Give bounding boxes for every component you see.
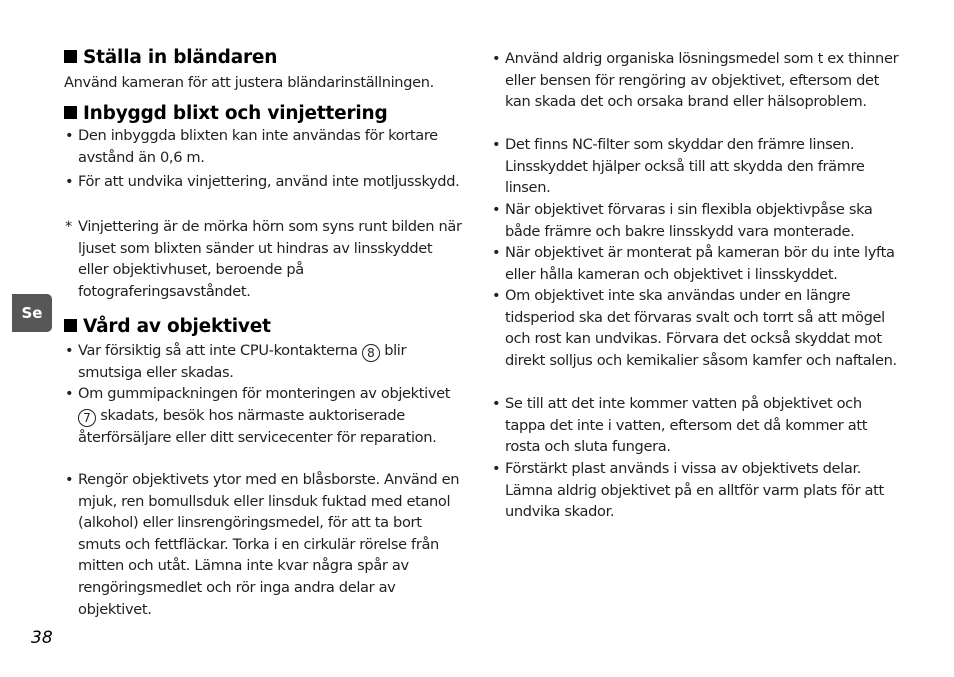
footnote-item: * Vinjettering är de mörka hörn som syns runt bilden när ljuset som blixten sänder ut hindras av linsskyddet eller objektivhuset, beroende på fotograferingsavståndet. — [65, 218, 462, 300]
list-item: • Förstärkt plast används i vissa av objektivets delar. Lämna aldrig objektivet på en alltför varm plats för att undvika skador. — [492, 460, 884, 521]
section-heading-aperture: Ställa in bländaren — [64, 47, 277, 68]
language-tab: Se — [12, 294, 52, 332]
heading-square-icon — [64, 106, 77, 119]
section-heading-flash: Inbyggd blixt och vinjettering — [64, 103, 388, 124]
aperture-text: Använd kameran för att justera bländarinställningen. — [64, 74, 434, 91]
list-item: • När objektivet förvaras i sin flexibla objektivpåse ska både främre och bakre linsskydd vara monterade. — [492, 201, 873, 240]
list-item: • Om gummipackningen för monteringen av objektivet 7 skadats, besök hos närmaste auktoriserade återförsäljare eller ditt servicecenter för reparation. — [65, 385, 451, 446]
list-item: • För att undvika vinjettering, använd inte motljusskydd. — [65, 173, 460, 190]
list-item: • Det finns NC-filter som skyddar den främre linsen. Linsskyddet hjälper också till att skydda den främre linsen. — [492, 136, 865, 197]
reference-number-8: 8 — [362, 344, 380, 362]
list-item: • Se till att det inte kommer vatten på objektivet och tappa det inte i vatten, eftersom det då kommer att rosta och sluta fungera. — [492, 395, 868, 456]
heading-square-icon — [64, 319, 77, 332]
list-item: • Var försiktig så att inte CPU-kontakterna 8 blir smutsiga eller skadas. — [65, 342, 407, 381]
list-item: • Rengör objektivets ytor med en blåsborste. Använd en mjuk, ren bomullsduk eller linsduk fuktad med etanol (alkohol) eller linsrengöringsmedel, för att ta bort smuts och fettfläckar. Torka i en cirkulär rörelse från mitten och utåt. Lämna inte kvar några spår av rengöringsmedlet och rör inga andra delar av objektivet. — [65, 471, 460, 618]
section-heading-care: Vård av objektivet — [64, 316, 271, 337]
page-number: 38 — [31, 628, 53, 648]
list-item: • Den inbyggda blixten kan inte användas för kortare avstånd än 0,6 m. — [65, 127, 438, 166]
list-item: • Om objektivet inte ska användas under en längre tidsperiod ska det förvaras svalt och torrt så att mögel och rost kan undvikas. Förvara det också skyddat mot direkt solljus och kemikalier såsom kamfer och naftalen. — [492, 287, 897, 369]
reference-number-7: 7 — [78, 409, 96, 427]
list-item: • När objektivet är monterat på kameran bör du inte lyfta eller hålla kameran och objektivet i linsskyddet. — [492, 244, 895, 283]
list-item: • Använd aldrig organiska lösningsmedel som t ex thinner eller bensen för rengöring av objektivet, eftersom det kan skada det och orsaka brand eller hälsoproblem. — [492, 50, 899, 111]
heading-square-icon — [64, 50, 77, 63]
